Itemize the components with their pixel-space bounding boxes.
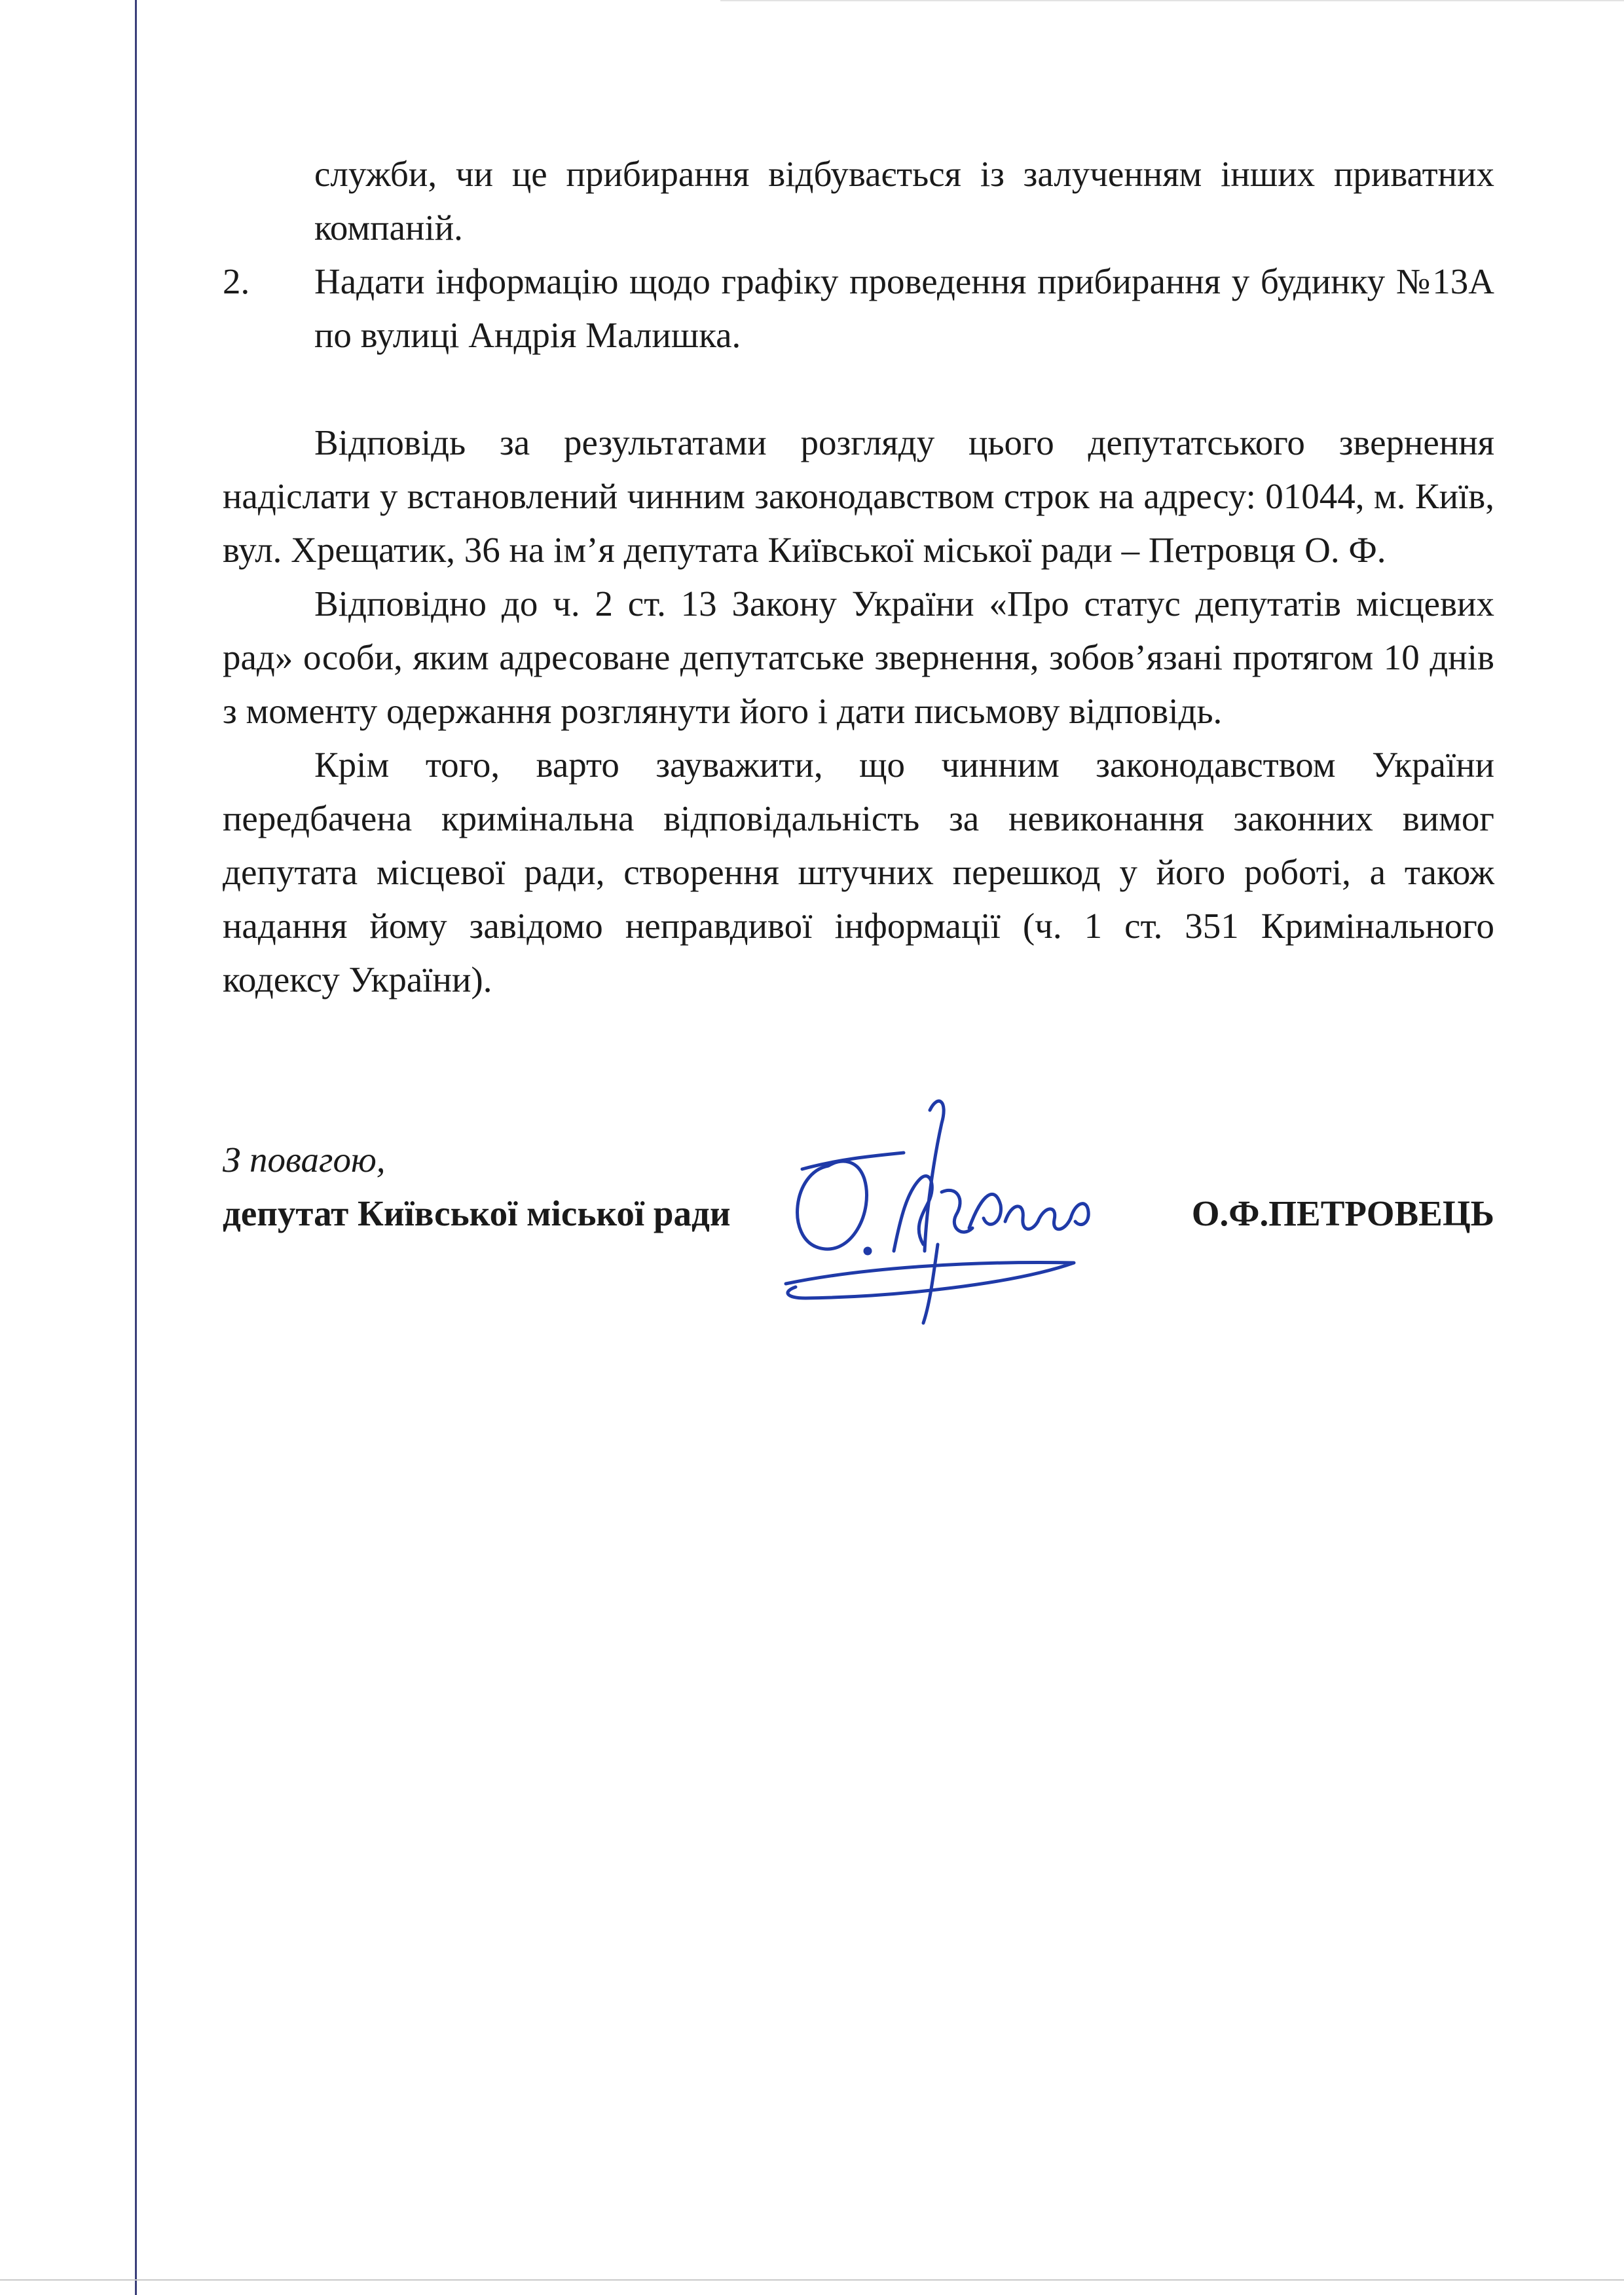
paragraph-law-reference: Відповідно до ч. 2 ст. 13 Закону України «Про статус депутатів місцевих рад» особи, яким адресоване депутатське звернення, зобов’язані протягом 10 днів з моменту одержання розглянути його і дати письмову відповідь.: [223, 584, 1494, 731]
scan-top-edge: [720, 0, 1624, 1]
document-body: [223, 147, 1494, 1007]
paragraph-gap: [223, 362, 1494, 416]
paragraph-criminal-liability: Крім того, варто зауважити, що чинним законодавством України передбачена кримінальна відповідальність за невиконання законних вимог депутата місцевої ради, створення штучних перешкод у його роботі, а також надання йому завідомо неправдивої інформації (ч. 1 ст. 351 Кримінального кодексу України).: [223, 745, 1494, 999]
list-item-2: [223, 255, 1494, 362]
list-item-text: Надати інформацію щодо графіку проведення прибирання у будинку №13А по вулиці Андрія Малишка.: [314, 261, 1494, 355]
list-item-number: 2.: [223, 261, 250, 301]
scan-bottom-edge: [0, 2279, 1624, 2281]
paragraph-response-address: Відповідь за результатами розгляду цього депутатського звернення надіслати у встановлений чинним законодавством строк на адресу: 01044, м. Київ, вул. Хрещатик, 36 на ім’я депутата Київської міської ради – Петровця О. Ф.: [223, 422, 1494, 570]
continuation-text: служби, чи це прибирання відбувається із залученням інших приватних компаній.: [314, 154, 1494, 248]
margin-rule: [135, 0, 137, 2295]
signatory-position: депутат Київської міської ради: [223, 1193, 731, 1233]
signature-block: [223, 1133, 1494, 1343]
handwritten-signature: [766, 1087, 1107, 1336]
regards-text: З повагою,: [223, 1140, 386, 1180]
signatory-name: О.Ф.ПЕТРОВЕЦЬ: [1191, 1193, 1494, 1233]
